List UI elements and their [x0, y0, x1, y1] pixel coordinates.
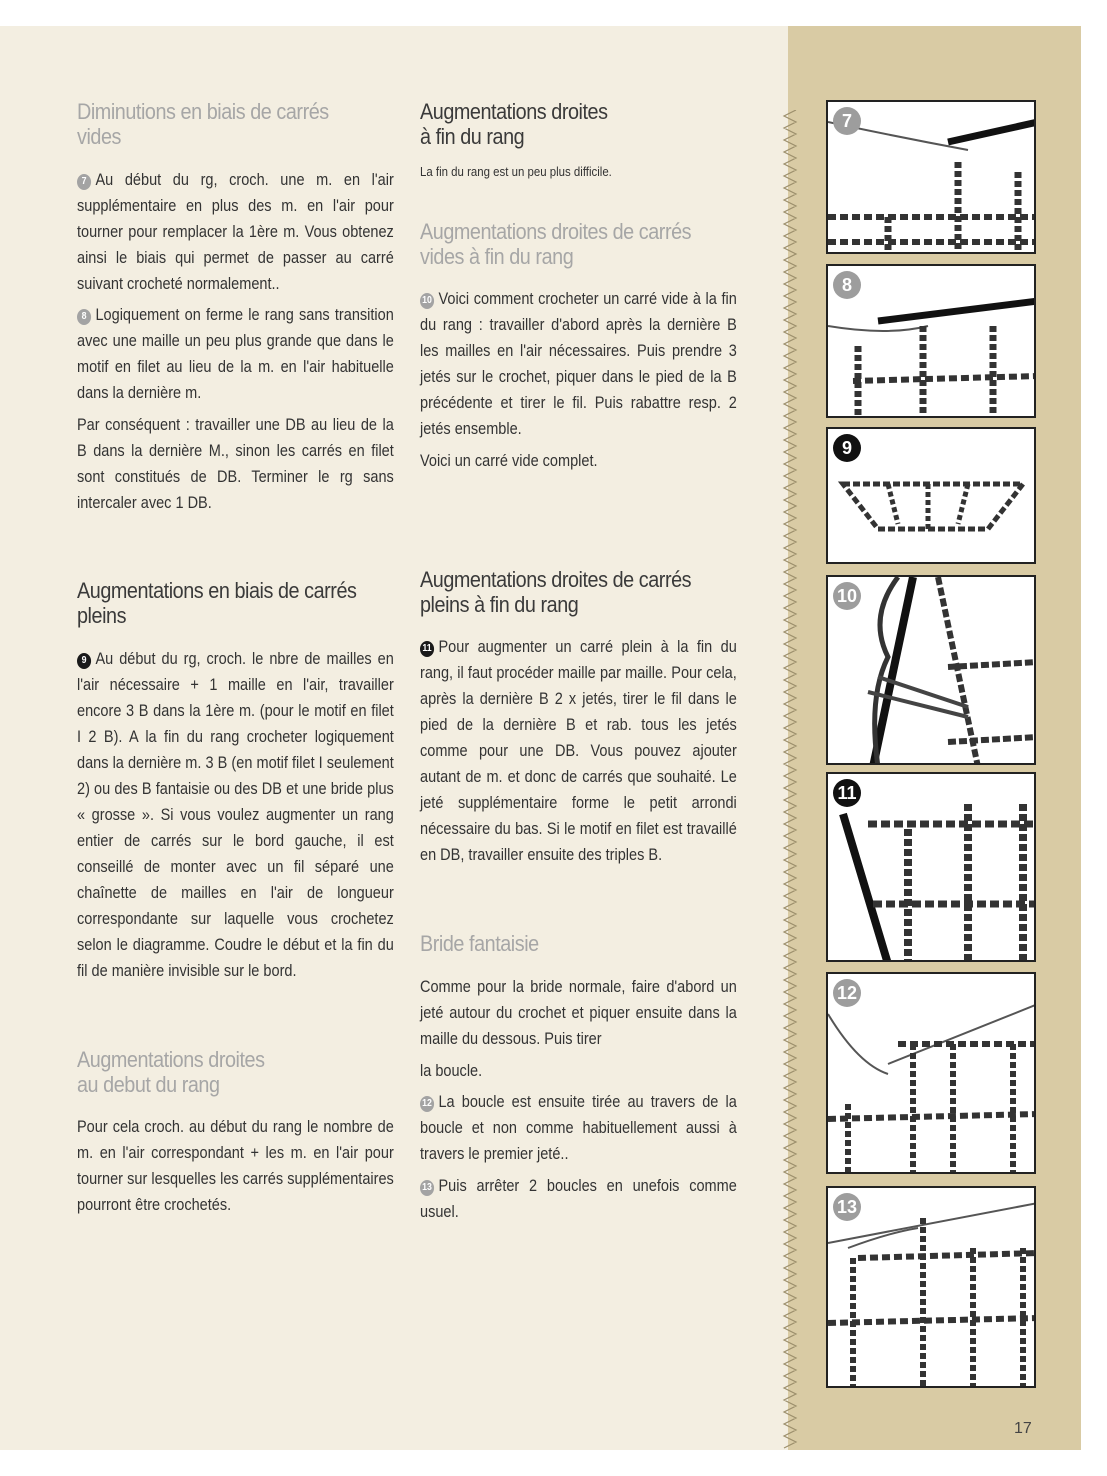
figure-13-badge: 13: [833, 1193, 861, 1221]
spiral-binding: [780, 110, 800, 1450]
paragraph-step-9: 9 Au début du rg, croch. le nbre de mailles en l'air nécessaire + 1 maille en l'air, travailler encore 3 B dans la 1ère m. (pour le motif en filet I 2 B). A la fin du rang crocheter logiquement dans la dernière m. 3 B (en motif filet I seulement 2) ou des B fantaisie ou des DB et une bride plus « grosse ». Si vous voulez augmenter un rang entier de carrés sur le bord gauche, il est conseillé de monter avec un fil séparé une chaînette de mailles en l'air de longueur correspondante sur laquelle vous crochetez selon le diagramme. Coudre le début et la fin du fil de manière invisible sur le bord.: [77, 650, 394, 980]
paragraph-step-8: 8 Logiquement on ferme le rang sans transition avec une maille un peu plus grande que dans le motif en filet au lieu de la m. en l'air habituelle dans la dernière m.: [77, 306, 394, 402]
paragraph-bride-boucle: la boucle.: [420, 1062, 483, 1080]
step-9-marker: 9: [77, 653, 91, 669]
heading-augmentations-biais-pleins: Augmentations en biais de carrés pleins: [77, 578, 357, 628]
figure-13-crochet-illustration: [826, 1186, 1036, 1388]
paragraph-step-10: 10 Voici comment crocheter un carré vide à la fin du rang : travailler d'abord après la dernière B les mailles en l'air nécessaires. Puis prendre 3 jetés sur le crochet, piquer dans le pied de la B précédente et tirer le fil. Puis rabattre resp. 2 jetés ensemble.: [420, 290, 737, 438]
heading-augmentations-droites-fin: Augmentations droites à fin du rang: [420, 99, 608, 149]
step-10-marker: 10: [420, 293, 434, 309]
figure-13-drawing: [828, 1188, 1036, 1388]
figure-9-crochet-illustration: [826, 427, 1036, 564]
step-12-marker: 12: [420, 1096, 434, 1112]
paragraph-step-13: 13 Puis arrêter 2 boucles en unefois comme usuel.: [420, 1177, 737, 1221]
figure-8-crochet-illustration: [826, 264, 1036, 418]
page-number: 17: [1014, 1420, 1032, 1437]
figure-7-badge: 7: [833, 107, 861, 135]
step-8-marker: 8: [77, 309, 91, 325]
paragraph-step-11: 11 Pour augmenter un carré plein à la fin du rang, il faut procéder maille par maille. Pour cela, après la dernière B 2 x jetés, tirer le fil dans le pied de la dernière B et rab. tous les jetés comme pour une DB. Vous pouvez ajouter autant de m. et donc de carrés que souhaité. Le jeté supplémentaire forme le petit arrondi nécessaire du bas. Si le motif en filet est travaillé en DB, travailler ensuite des triples B.: [420, 638, 737, 864]
figure-11-crochet-illustration: [826, 772, 1036, 962]
step-11-marker: 11: [420, 641, 434, 657]
step-7-marker: 7: [77, 174, 91, 190]
step-13-marker: 13: [420, 1180, 434, 1196]
figure-11-badge: 11: [833, 779, 861, 807]
paragraph-debut-rang: Pour cela croch. au début du rang le nombre de m. en l'air correspondant + les m. en l'air pour tourner sur lesquelles les carrés supplémentaires pourront être crochetés.: [77, 1118, 394, 1214]
paragraph-step-12: 12 La boucle est ensuite tirée au travers de la boucle et non comme habituellement aussi à travers le premier jeté..: [420, 1093, 737, 1163]
paragraph-step-8b: Par conséquent : travailler une DB au lieu de la B dans la dernière M., sinon les carrés en filet sont constitués de DB. Terminer le rg sans intercaler avec 1 DB.: [77, 416, 394, 512]
paragraph-fin-rang-intro: La fin du rang est un peu plus difficile.: [420, 164, 612, 179]
paragraph-step-7: 7 Au début du rg, croch. une m. en l'air supplémentaire en plus des m. en l'air pour tourner pour remplacer la 1ère m. Vous obtenez ainsi le biais qui permet de passer au carré suivant crocheté normalement..: [77, 171, 394, 293]
paragraph-step-10b: Voici un carré vide complet.: [420, 452, 598, 470]
heading-augmentations-droites-debut: Augmentations droites au debut du rang: [77, 1047, 265, 1097]
figure-10-crochet-illustration: [826, 575, 1036, 765]
paragraph-bride-intro: Comme pour la bride normale, faire d'abord un jeté autour du crochet et piquer ensuite dans la maille du dessous. Puis tirer: [420, 978, 737, 1048]
figure-11-drawing: [828, 774, 1036, 962]
figure-10-drawing: [828, 577, 1036, 765]
figure-12-badge: 12: [833, 979, 861, 1007]
heading-droites-carres-vides-fin: Augmentations droites de carrés vides à fin du rang: [420, 219, 692, 269]
heading-diminutions-biais-vides: Diminutions en biais de carrés vides: [77, 99, 329, 149]
figure-9-badge: 9: [833, 434, 861, 462]
figure-7-crochet-illustration: [826, 100, 1036, 254]
figure-12-drawing: [828, 974, 1036, 1174]
figure-8-badge: 8: [833, 271, 861, 299]
heading-bride-fantaisie: Bride fantaisie: [420, 931, 539, 956]
figure-12-crochet-illustration: [826, 972, 1036, 1174]
figure-10-badge: 10: [833, 582, 861, 610]
heading-droites-carres-pleins-fin: Augmentations droites de carrés pleins à fin du rang: [420, 567, 692, 617]
